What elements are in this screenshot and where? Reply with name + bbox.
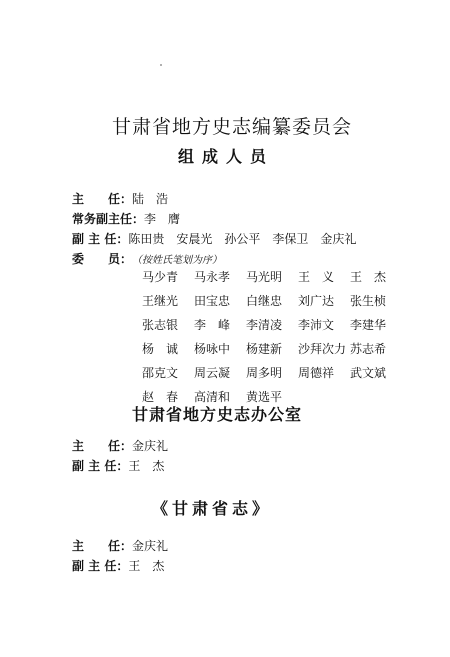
- member-name: 周多明: [246, 366, 283, 380]
- member-name: 高清和: [194, 390, 231, 404]
- member-name: 张志银: [142, 318, 179, 332]
- committee-members-note: （按姓氏笔划为序）: [132, 255, 223, 266]
- committee-exec-deputy-label: 常务副主任：: [72, 212, 145, 226]
- committee-exec-deputy-row: [72, 210, 180, 227]
- committee-deputies-label: 副 主 任：: [72, 232, 129, 246]
- office-director-label: 主 任：: [72, 439, 133, 453]
- committee-exec-deputy-value: 李 膺: [144, 212, 181, 226]
- committee-deputies-row: [72, 230, 356, 247]
- gazetteer-title: 《甘肃省志》: [152, 499, 273, 518]
- committee-deputies-value: 陈田贵 安晨光 孙公平 李保卫 金庆礼: [128, 232, 357, 246]
- gazetteer-director-row: [72, 537, 168, 554]
- member-name: 邵克文: [142, 366, 179, 380]
- office-deputy-value: 王 杰: [128, 459, 165, 473]
- committee-members-label: 委 员：: [72, 252, 133, 266]
- member-name: 李清凌: [246, 318, 283, 332]
- gazetteer-director-label: 主 任：: [72, 539, 133, 553]
- member-name: 李建华: [350, 318, 387, 332]
- member-name: 苏志希: [350, 342, 387, 356]
- page-title: 甘肃省地方史志编纂委员会: [112, 116, 353, 138]
- office-deputy-label: 副 主 任：: [72, 459, 129, 473]
- committee-director-value: 陆 浩: [132, 192, 169, 206]
- committee-director-label: 主 任：: [72, 192, 133, 206]
- member-name: 黄选平: [246, 390, 283, 404]
- member-name: 杨 诚: [142, 342, 179, 356]
- member-name: 杨建新: [246, 342, 283, 356]
- gazetteer-director-value: 金庆礼: [132, 539, 169, 553]
- member-name: 周云凝: [194, 366, 231, 380]
- member-name: 李沛文: [298, 318, 335, 332]
- office-director-value: 金庆礼: [132, 439, 169, 453]
- page-subtitle: 组成人员: [178, 147, 275, 166]
- gazetteer-deputy-label: 副 主 任：: [72, 559, 129, 573]
- member-names-grid: [142, 268, 402, 405]
- member-name: 马永孝: [194, 270, 231, 284]
- member-name: 马少青: [142, 270, 179, 284]
- member-name: 李 峰: [194, 318, 231, 332]
- office-title: 甘肃省地方史志办公室: [132, 405, 303, 424]
- member-name: 武文斌: [350, 366, 387, 380]
- member-name: 王继光: [142, 294, 179, 308]
- member-name: 周德祥: [298, 366, 335, 380]
- speck-mark: [160, 64, 162, 66]
- committee-director-row: [72, 190, 168, 207]
- office-director-row: [72, 437, 168, 454]
- member-name: 沙拜次力: [298, 342, 347, 356]
- member-name: 杨咏中: [194, 342, 231, 356]
- member-name: 王 义: [298, 270, 335, 284]
- member-name: 张生桢: [350, 294, 387, 308]
- member-name: 白继忠: [246, 294, 283, 308]
- member-name: 刘广达: [298, 294, 335, 308]
- member-name: 马光明: [246, 270, 283, 284]
- gazetteer-deputy-row: [72, 557, 164, 574]
- member-name: 王 杰: [350, 270, 387, 284]
- office-deputy-row: [72, 457, 164, 474]
- committee-members-row: [72, 250, 222, 267]
- member-name: 赵 春: [142, 390, 179, 404]
- member-name: 田宝忠: [194, 294, 231, 308]
- gazetteer-deputy-value: 王 杰: [128, 559, 165, 573]
